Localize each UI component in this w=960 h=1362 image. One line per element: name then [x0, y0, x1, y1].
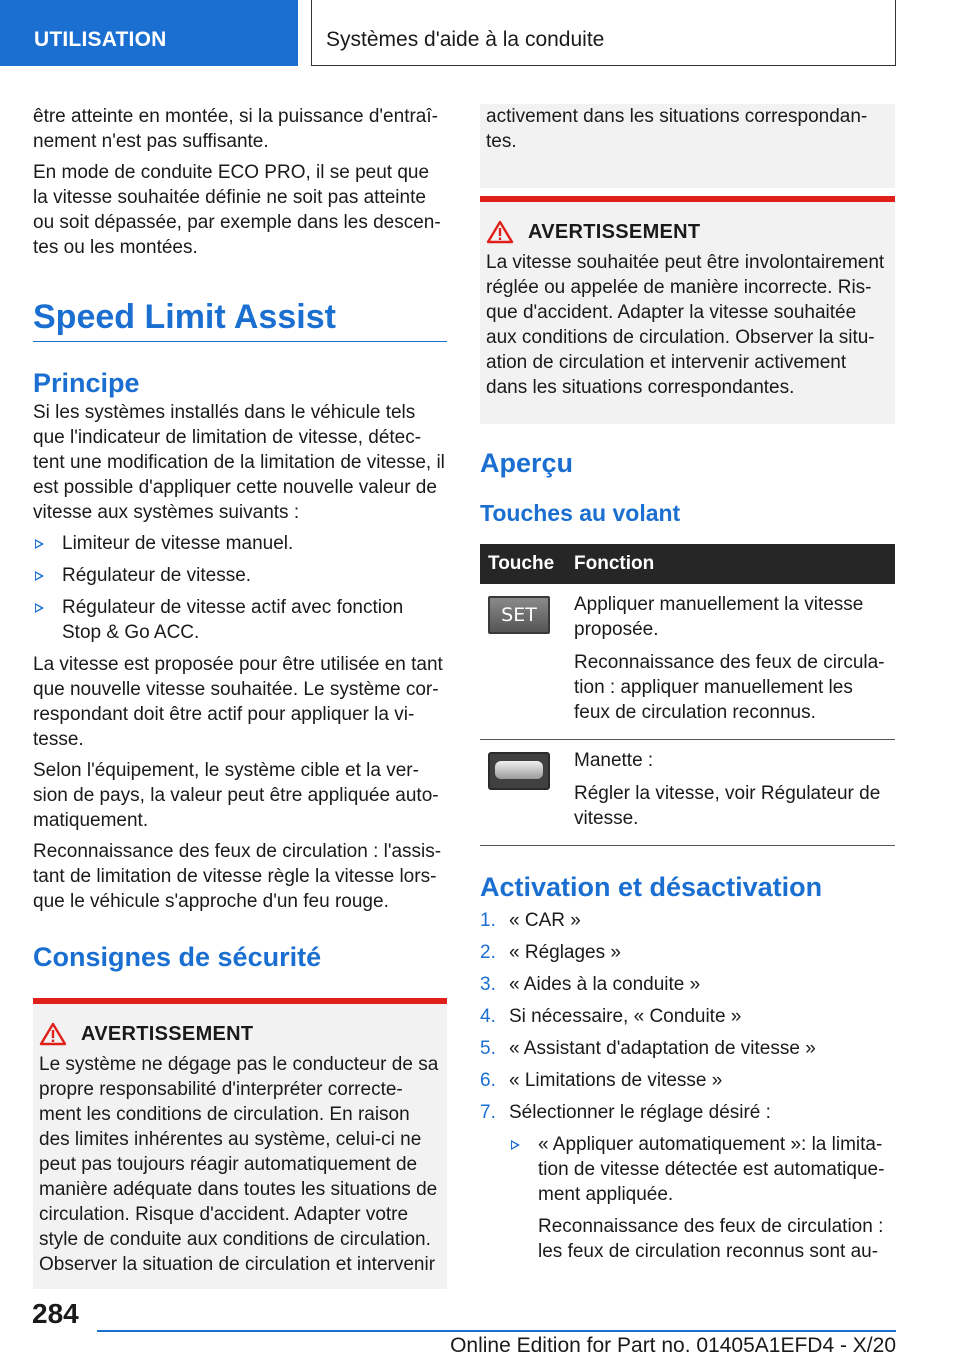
warning-box — [33, 998, 447, 1289]
systems-list — [33, 531, 447, 645]
heading-principe: Principe — [33, 368, 140, 398]
warning-icon — [39, 1022, 67, 1046]
table-header-cell: Fonction — [566, 544, 895, 584]
section-title: UTILISATION — [34, 28, 167, 51]
list-item: Régulateur de vitesse. — [33, 563, 447, 588]
list-item: Limiteur de vitesse manuel. — [33, 531, 447, 556]
step-number: 1. — [480, 910, 496, 931]
option-note: Reconnaissance des feux de circulation : les feux de circulation reconnus sont au- — [538, 1216, 884, 1262]
list-item — [509, 1132, 895, 1264]
list-item — [480, 972, 895, 997]
step-number: 3. — [480, 974, 496, 995]
table-text: Appliquer manuellement la vitesse proposée. — [574, 594, 864, 640]
heading-activation: Activation et désactivation — [480, 872, 823, 902]
warning-text: Le système ne dégage pas le conducteur de sa propre responsabilité d'interpréter correcte-ment les conditions de circulation. En raison des limites inhérentes au système, celui-ci ne peut pas toujours réagir automatiquement de manière adéquate dans toutes les situations de circulation. Risque d'accident. Adapter votre style de conduite aux conditions de circulation. Observer la situation de circulation et intervenir — [39, 1054, 439, 1275]
footer-divider — [97, 1330, 896, 1332]
page-number: 284 — [32, 1298, 79, 1329]
list-item — [480, 1004, 895, 1029]
step-text: Si nécessaire, « Conduite » — [509, 1006, 742, 1027]
chapter-title: Systèmes d'aide à la conduite — [326, 28, 605, 51]
paragraph: Reconnaissance des feux de circulation : l'assis-tant de limitation de vitesse règle la vitesse lors-que le véhicule s'approche d'un feu rouge. — [33, 841, 442, 912]
step-text: « CAR » — [509, 910, 581, 931]
table-cell-function — [566, 584, 895, 740]
paragraph: Selon l'équipement, le système cible et la ver-sion de pays, la valeur peut être appliquée auto-matiquement. — [33, 760, 439, 831]
table-cell-icon — [480, 584, 566, 740]
paragraph: En mode de conduite ECO PRO, il se peut que la vitesse souhaitée définie ne soit pas atteinte ou soit dépassée, par exemple dans les descen-tes ou les montées. — [33, 162, 441, 258]
table-header-row — [480, 544, 895, 584]
warning-title: AVERTISSEMENT — [528, 220, 701, 243]
table-row — [480, 584, 895, 740]
heading-touches: Touches au volant — [480, 500, 681, 526]
step-number: 7. — [480, 1102, 496, 1123]
step-number: 6. — [480, 1070, 496, 1091]
list-item — [480, 908, 895, 933]
step-number: 2. — [480, 942, 496, 963]
list-item — [480, 1100, 895, 1264]
paragraph: La vitesse est proposée pour être utilisée en tant que nouvelle vitesse souhaitée. Le système cor-respondant doit être actif pour appliquer la vi-tesse. — [33, 654, 443, 750]
chapter-tab — [311, 0, 896, 66]
step-text: « Limitations de vitesse » — [509, 1070, 723, 1091]
table-text: Reconnaissance des feux de circula-tion : appliquer manuellement les feux de circulation reconnus. — [574, 652, 885, 723]
table-cell-icon — [480, 740, 566, 846]
warning-title: AVERTISSEMENT — [81, 1022, 254, 1045]
step-text: « Aides à la conduite » — [509, 974, 701, 995]
list-item — [480, 1036, 895, 1061]
step-text: « Assistant d'adaptation de vitesse » — [509, 1038, 816, 1059]
table-text: Régler la vitesse, voir Régulateur de vitesse. — [574, 783, 881, 829]
section-tab — [0, 0, 298, 66]
heading-apercu: Aperçu — [480, 448, 574, 478]
step-text: Sélectionner le réglage désiré : — [509, 1102, 771, 1123]
paragraph: être atteinte en montée, si la puissance d'entraî-nement n'est pas suffisante. — [33, 106, 438, 152]
table-row — [480, 740, 895, 846]
set-button-icon: SET — [488, 596, 550, 634]
step-number: 4. — [480, 1006, 496, 1027]
warning-header — [486, 220, 887, 244]
footer-edition: Online Edition for Part no. 01405A1EFD4 - X/20 — [450, 1334, 896, 1357]
table-header-cell: Touche — [480, 544, 566, 584]
table-cell-function — [566, 740, 895, 846]
paragraph: Si les systèmes installés dans le véhicule tels que l'indicateur de limitation de vitesse, détec-tent une modification de la limitation de vitesse, il est possible d'appliquer cette nouvelle valeur de vitesse aux systèmes suivants : — [33, 402, 445, 523]
paragraph: activement dans les situations correspondan-tes. — [486, 106, 868, 152]
table-text: Manette : — [574, 750, 654, 771]
steps-list — [480, 908, 895, 1264]
list-item — [480, 1068, 895, 1093]
rocker-switch-icon — [488, 752, 550, 790]
page-title: Speed Limit Assist — [33, 297, 447, 342]
warning-header — [39, 1022, 439, 1046]
left-column — [33, 104, 447, 1289]
options-list — [509, 1132, 895, 1264]
heading-safety: Consignes de sécurité — [33, 942, 322, 972]
list-item: Régulateur de vitesse actif avec fonction Stop & Go ACC. — [33, 595, 447, 645]
step-text: « Réglages » — [509, 942, 621, 963]
right-column — [480, 104, 895, 1271]
step-number: 5. — [480, 1038, 496, 1059]
warning-continuation — [480, 104, 895, 188]
warning-text: La vitesse souhaitée peut être involontairement réglée ou appelée de manière incorrecte. Ris-que d'accident. Adapter la vitesse souhaitée aux conditions de circulation. Observer la situ-ation de circulation et intervenir activement dans les situations correspondantes. — [486, 252, 885, 398]
warning-icon — [486, 220, 514, 244]
buttons-table — [480, 544, 895, 846]
warning-box — [480, 196, 895, 424]
list-item — [480, 940, 895, 965]
option-text: « Appliquer automatiquement »: la limita-tion de vitesse détectée est automatique-ment appliquée. — [538, 1134, 885, 1205]
